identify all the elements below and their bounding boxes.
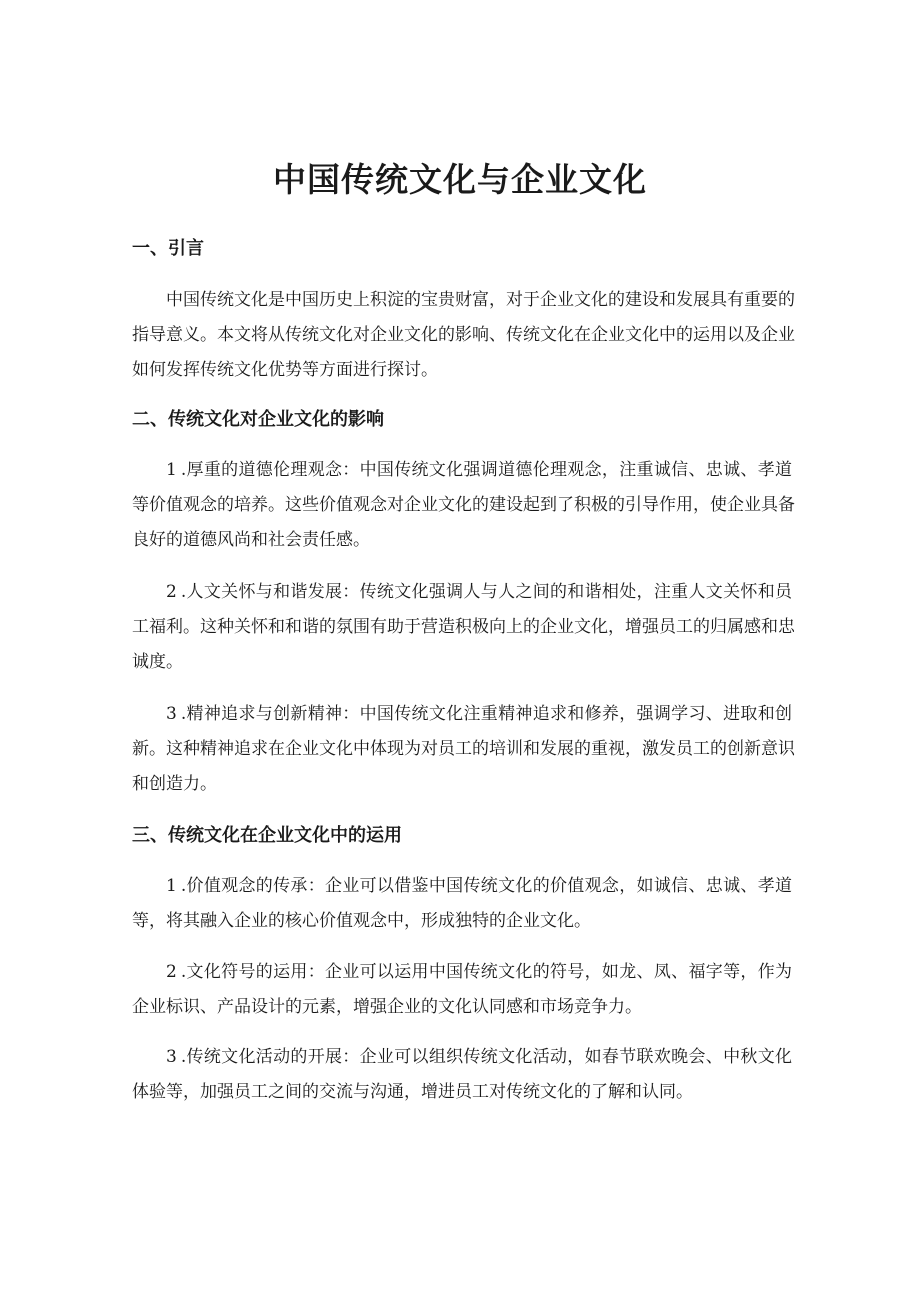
paragraph-line: 等，将其融入企业的核心价值观念中，形成独特的企业文化。: [132, 911, 591, 931]
line-text: .传统文化活动的开展：企业可以组织传统文化活动，如春节联欢晚会、中秋文化: [180, 1047, 792, 1067]
item-number: 3: [166, 1047, 177, 1067]
paragraph-line: [132, 575, 792, 610]
section-heading-application: 三、传统文化在企业文化中的运用: [132, 825, 402, 846]
document-title: 中国传统文化与企业文化: [273, 160, 647, 199]
paragraph-line: [132, 869, 792, 904]
paragraph-line: 如何发挥传统文化优势等方面进行探讨。: [132, 360, 438, 380]
paragraph-line: 和创造力。: [132, 774, 217, 794]
line-text: .人文关怀与和谐发展：传统文化强调人与人之间的和谐相处，注重人文关怀和员: [180, 582, 792, 602]
paragraph-line: 良好的道德风尚和社会责任感。: [132, 530, 370, 550]
paragraph-line: 企业标识、产品设计的元素，增强企业的文化认同感和市场竞争力。: [132, 997, 642, 1017]
item-number: 2: [166, 962, 177, 982]
section-heading-influence: 二、传统文化对企业文化的影响: [132, 409, 384, 430]
influence-item-1: [132, 453, 795, 558]
paragraph-line: [132, 1040, 792, 1075]
intro-paragraph: [132, 283, 795, 388]
influence-item-2: [132, 575, 795, 680]
application-item-3: [132, 1040, 792, 1110]
line-text: .价值观念的传承：企业可以借鉴中国传统文化的价值观念，如诚信、忠诚、孝道: [180, 876, 792, 896]
paragraph-line: 中国传统文化是中国历史上积淀的宝贵财富，对于企业文化的建设和发展具有重要的: [166, 290, 795, 310]
line-text: .厚重的道德伦理观念：中国传统文化强调道德伦理观念，注重诚信、忠诚、孝道: [180, 460, 792, 480]
paragraph-line: [132, 955, 792, 990]
application-item-2: [132, 955, 792, 1025]
paragraph-line: 新。这种精神追求在企业文化中体现为对员工的培训和发展的重视，激发员工的创新意识: [132, 739, 795, 759]
paragraph-line: 工福利。这种关怀和和谐的氛围有助于营造积极向上的企业文化，增强员工的归属感和忠: [132, 617, 795, 637]
section-heading-introduction: 一、引言: [132, 238, 204, 259]
paragraph-line: [132, 697, 792, 732]
item-number: 2: [166, 582, 177, 602]
line-text: .文化符号的运用：企业可以运用中国传统文化的符号，如龙、凤、福字等，作为: [180, 962, 792, 982]
influence-item-3: [132, 697, 795, 802]
paragraph-line: 体验等，加强员工之间的交流与沟通，增进员工对传统文化的了解和认同。: [132, 1082, 693, 1102]
item-number: 3: [166, 704, 177, 724]
paragraph-line: 诚度。: [132, 652, 183, 672]
paragraph-line: [132, 453, 792, 488]
paragraph-line: 等价值观念的培养。这些价值观念对企业文化的建设起到了积极的引导作用，使企业具备: [132, 495, 795, 515]
line-text: .精神追求与创新精神：中国传统文化注重精神追求和修养，强调学习、进取和创: [180, 704, 792, 724]
paragraph-line: 指导意义。本文将从传统文化对企业文化的影响、传统文化在企业文化中的运用以及企业: [132, 325, 795, 345]
item-number: 1: [166, 876, 177, 896]
item-number: 1: [166, 460, 177, 480]
application-item-1: [132, 869, 792, 939]
